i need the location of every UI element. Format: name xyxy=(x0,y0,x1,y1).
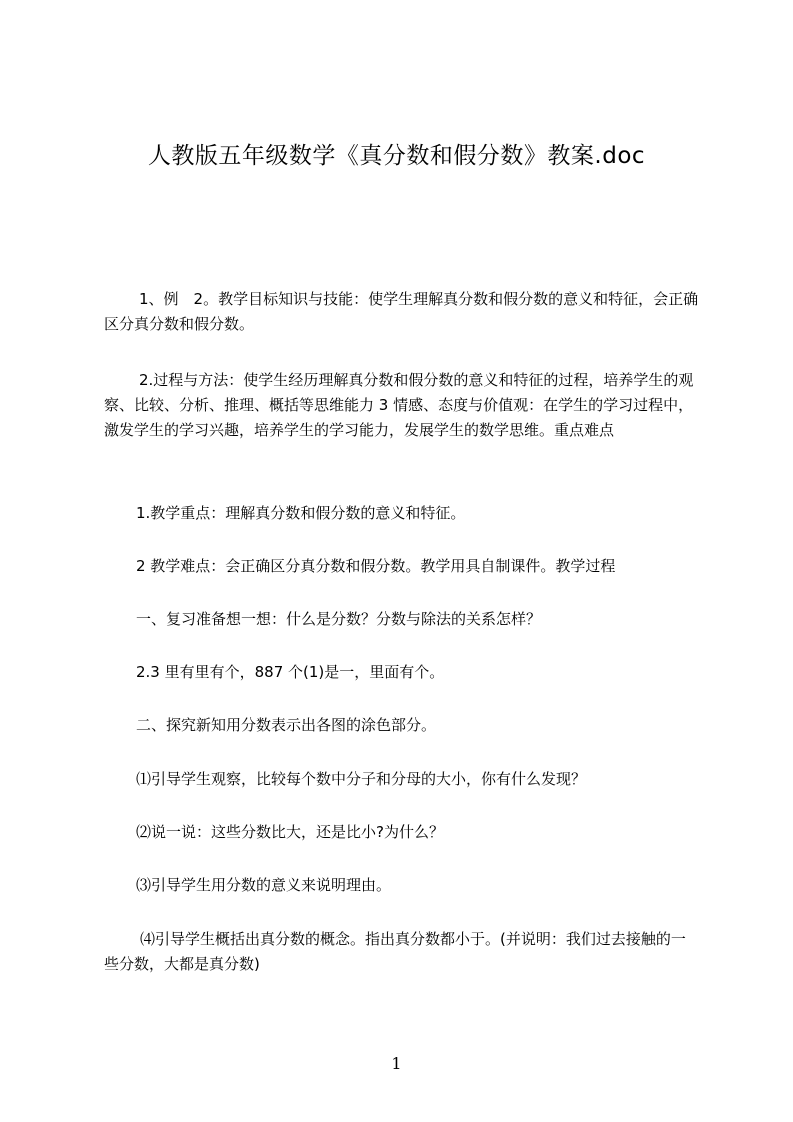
paragraph-review-exercise: 2.3 里有里有个，887 个(1)是一，里面有个。 xyxy=(136,663,445,681)
document-title: 人教版五年级数学《真分数和假分数》教案.doc xyxy=(147,143,646,169)
paragraph-objectives: 1、例 2。教学目标知识与技能：使学生理解真分数和假分数的意义和特征，会正确区分真分数和假分数。 xyxy=(104,290,699,333)
page-number: 1 xyxy=(391,1054,402,1073)
paragraph-explore: 二、探究新知用分数表示出各图的涂色部分。 xyxy=(136,716,437,734)
paragraph-difficulty: 2 教学难点：会正确区分真分数和假分数。教学用具自制课件。教学过程 xyxy=(136,557,616,575)
paragraph-process-methods: 2.过程与方法：使学生经历理解真分数和假分数的意义和特征的过程，培养学生的观察、比较、分析、推理、概括等思维能力 3 情感、态度与价值观：在学生的学习过程中，激发学生的学习兴趣，培养学生的学习能力，发展学生的数学思维。重点难点 xyxy=(104,371,694,439)
paragraph-step-3: ⑶引导学生用分数的意义来说明理由。 xyxy=(136,876,392,894)
paragraph-step-2: ⑵说一说：这些分数比大，还是比小?为什么？ xyxy=(136,823,444,841)
paragraph-review: 一、复习准备想一想：什么是分数？分数与除法的关系怎样？ xyxy=(136,610,542,628)
paragraph-key-point: 1.教学重点：理解真分数和假分数的意义和特征。 xyxy=(136,504,466,522)
paragraph-step-1: ⑴引导学生观察，比较每个数中分子和分母的大小，你有什么发现？ xyxy=(136,770,587,788)
paragraph-step-4: ⑷引导学生概括出真分数的概念。指出真分数都小于。(并说明：我们过去接触的一些分数，大都是真分数) xyxy=(104,930,686,973)
